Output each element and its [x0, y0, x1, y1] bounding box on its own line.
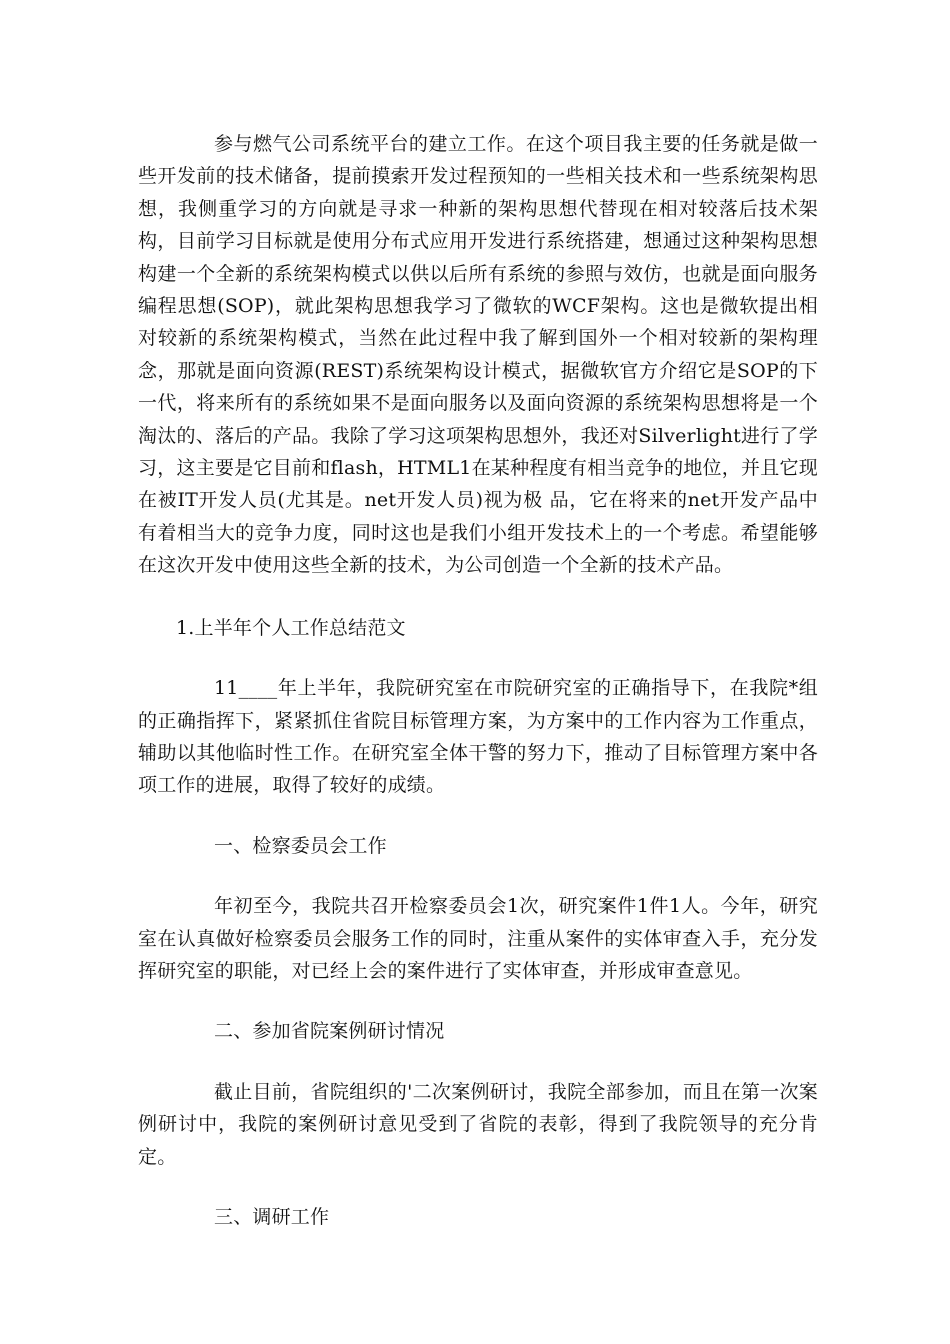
- spacer: [138, 1048, 818, 1076]
- paragraph-project-intro: 参与燃气公司系统平台的建立工作。在这个项目我主要的任务就是做一些开发前的技术储备，提前摸索开发过程预知的一些相关技术和一些系统架构思想，我侧重学习的方向就是寻求一种新的架构思想代替现在相对较落后技术架构，目前学习目标就是使用分布式应用开发进行系统搭建，想通过这种架构思想构建一个全新的系统架构模式以供以后所有系统的参照与效仿，也就是面向服务编程思想(SOP)，就此架构思想我学习了微软的WCF架构。这也是微软提出相对较新的系统架构模式，当然在此过程中我了解到国外一个相对较新的架构理念，那就是面向资源(REST)系统架构设计模式，据微软官方介绍它是SOP的下一代，将来所有的系统如果不是面向服务以及面向资源的系统架构思想将是一个淘汰的、落后的产品。我除了学习这项架构思想外，我还对Silverlight进行了学习，这主要是它目前和flash，HTML1在某种程度有相当竞争的地位，并且它现在被IT开发人员(尤其是。net开发人员)视为极 品，它在将来的net开发产品中有着相当大的竞争力度，同时这也是我们小组开发技术上的一个考虑。希望能够在这次开发中使用这些全新的技术，为公司创造一个全新的技术产品。: [138, 133, 818, 577]
- spacer: [138, 1173, 818, 1201]
- heading-summary-title: 1.上半年个人工作总结范文: [176, 616, 406, 639]
- heading-section-3: 三、调研工作: [214, 1205, 330, 1228]
- document-page: [138, 128, 818, 1233]
- spacer: [138, 987, 818, 1015]
- paragraph-committee-work: 年初至今，我院共召开检察委员会1次，研究案件1件1人。今年，研究室在认真做好检察委员会服务工作的同时，注重从案件的实体审查入手，充分发挥研究室的职能，对已经上会的案件进行了实体审查，并形成审查意见。: [138, 895, 818, 982]
- paragraph-half-year-intro: 11____年上半年，我院研究室在市院研究室的正确指导下，在我院*组的正确指挥下，紧紧抓住省院目标管理方案，为方案中的工作内容为工作重点，辅助以其他临时性工作。在研究室全体干警的努力下，推动了目标管理方案中各项工作的进展，取得了较好的成绩。: [138, 677, 818, 797]
- spacer: [138, 644, 818, 672]
- spacer: [138, 582, 818, 612]
- paragraph-case-seminar: 截止目前，省院组织的'二次案例研讨，我院全部参加，而且在第一次案例研讨中，我院的案例研讨意见受到了省院的表彰，得到了我院领导的充分肯定。: [138, 1080, 818, 1168]
- spacer: [138, 862, 818, 890]
- heading-section-1: 一、检察委员会工作: [214, 834, 387, 857]
- heading-section-2: 二、参加省院案例研讨情况: [214, 1020, 445, 1043]
- spacer: [138, 802, 818, 830]
